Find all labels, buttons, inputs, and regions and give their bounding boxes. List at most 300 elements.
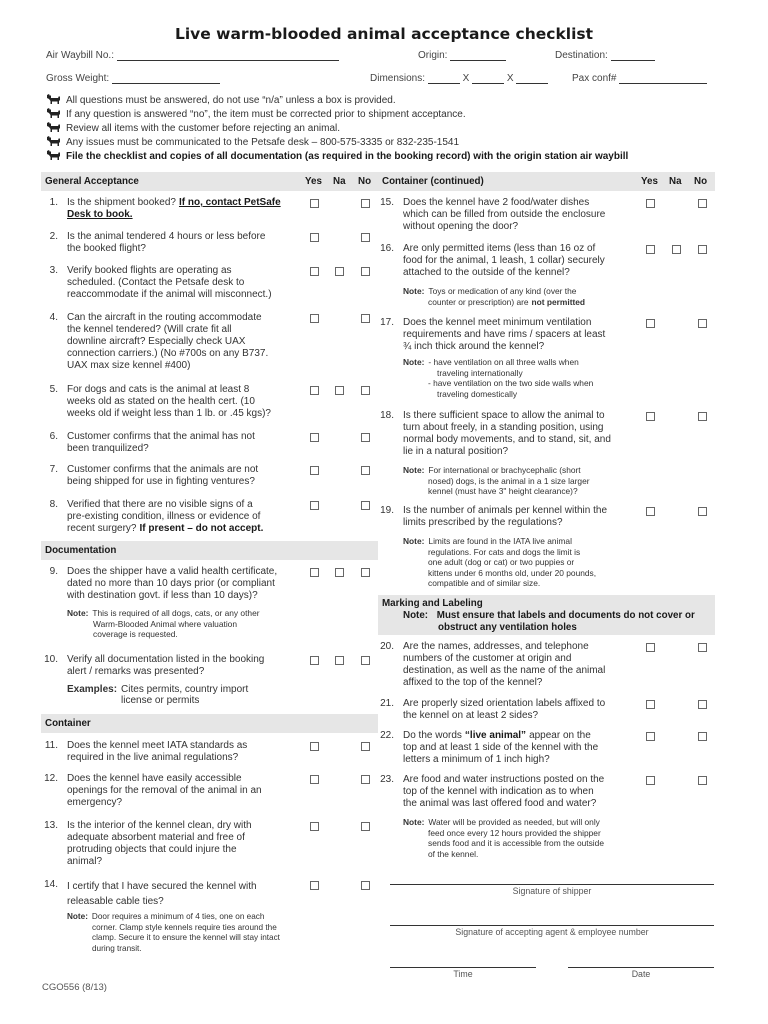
dim-x2: X: [506, 73, 514, 84]
question-text: [403, 317, 643, 353]
no-checkbox[interactable]: [361, 881, 370, 890]
note-line: [67, 933, 307, 944]
no-checkbox[interactable]: [698, 776, 707, 785]
instruction-text: Review all items with the customer before rejecting an animal.: [66, 123, 341, 134]
section-marking-title: Marking and Labeling: [382, 598, 483, 609]
dimensions-field[interactable]: [370, 73, 548, 84]
question-segment: food for the animal, 1 leash, 1 collar) securely: [403, 255, 605, 266]
origin-field[interactable]: [418, 50, 506, 61]
question-number: 8.: [49, 499, 58, 510]
yes-checkbox[interactable]: [646, 199, 655, 208]
yes-checkbox[interactable]: [310, 267, 319, 276]
question-line: [67, 566, 307, 578]
question-line: [403, 255, 643, 267]
question-segment: appear on the: [529, 730, 591, 741]
air-waybill-label: Air Waybill No.:: [46, 50, 114, 61]
section-container-title: Container: [45, 718, 91, 729]
no-checkbox[interactable]: [698, 199, 707, 208]
no-checkbox[interactable]: [698, 507, 707, 516]
question-segment: the animal was last offered food and water?: [403, 798, 597, 809]
question-line: [67, 476, 307, 488]
note-line: [67, 923, 307, 934]
note-block: [403, 465, 643, 497]
section-general-title: General Acceptance: [45, 176, 139, 187]
question-segment: the booked flight?: [67, 243, 146, 254]
question-segment: reaccommodate if the animal will misconnect.): [67, 289, 272, 300]
yes-checkbox[interactable]: [646, 776, 655, 785]
note-segment: sends food and it is accessible from the outside: [428, 838, 604, 848]
col-yes-right: Yes: [641, 176, 658, 187]
no-checkbox[interactable]: [361, 568, 370, 577]
no-checkbox[interactable]: [361, 233, 370, 242]
marking-note-label: Note:: [403, 610, 429, 621]
time-line[interactable]: [390, 967, 536, 968]
yes-checkbox[interactable]: [646, 732, 655, 741]
question-segment: limits prescribed by the regulations?: [403, 517, 563, 528]
question-segment: UAX max size kennel #400): [67, 360, 191, 371]
question-line: [67, 523, 307, 535]
question-line: [403, 786, 643, 798]
note-line: [403, 486, 643, 497]
question-number: 13.: [44, 820, 58, 831]
note-line: [403, 476, 643, 487]
question-text: [67, 265, 307, 301]
origin-label: Origin:: [418, 50, 448, 61]
question-number: 19.: [380, 505, 394, 516]
no-checkbox[interactable]: [361, 656, 370, 665]
date-label: Date: [631, 969, 651, 979]
no-checkbox[interactable]: [698, 319, 707, 328]
note-segment: Warm-Blooded Animal where valuation: [93, 618, 237, 629]
question-segment: adequate absorbent material and free of: [67, 832, 245, 843]
note-block: [67, 608, 307, 640]
note-block: [403, 357, 643, 399]
question-segment: Are only permitted items (less than 16 oz of: [403, 243, 596, 254]
question-segment: Desk to book.: [67, 209, 133, 220]
no-checkbox[interactable]: [361, 433, 370, 442]
question-line: [403, 742, 643, 754]
dim-width-line: [472, 73, 504, 84]
question-line: [403, 243, 643, 255]
pax-conf-field[interactable]: [572, 73, 707, 84]
yes-checkbox[interactable]: [646, 412, 655, 421]
agent-signature-label: Signature of accepting agent & employee number: [455, 927, 649, 937]
question-line: [403, 798, 643, 810]
question-segment: which can be filled from outside the enclosure: [403, 209, 606, 220]
question-line: [67, 396, 307, 408]
gross-weight-field[interactable]: [46, 73, 220, 84]
note-label: Note:: [403, 286, 425, 296]
dim-height-line: [516, 73, 548, 84]
section-container-continued: [378, 172, 715, 191]
section-general-acceptance: [41, 172, 378, 191]
yes-checkbox[interactable]: [310, 881, 319, 890]
question-segment: I certify that I have secured the kennel with: [67, 881, 257, 892]
question-text: [67, 231, 307, 255]
question-segment: Customer confirms that the animal has not: [67, 431, 255, 442]
note-block: [67, 912, 307, 954]
note-segment: corner. Clamp style kennels require ties around the: [92, 922, 277, 932]
question-line: [67, 289, 307, 301]
question-segment: Is the interior of the kennel clean, dry with: [67, 820, 252, 831]
dim-x1: X: [462, 73, 470, 84]
note-label: Note:: [403, 465, 425, 475]
note-label: Note:: [403, 357, 425, 367]
question-segment: weeks old as stated on the health cert. (10: [67, 396, 255, 407]
note-segment: feed once every 12 hours provided the shipper: [428, 827, 601, 838]
yes-checkbox[interactable]: [646, 700, 655, 709]
question-segment: Does the kennel meet IATA standards as: [67, 740, 248, 751]
question-line: [67, 511, 307, 523]
col-no-right: No: [694, 176, 708, 187]
section-documentation-title: Documentation: [45, 545, 117, 556]
question-line: [67, 443, 307, 455]
section-documentation: [41, 541, 378, 560]
question-segment: required in the live animal regulations?: [67, 752, 239, 763]
dog-icon: [46, 107, 62, 119]
question-text: [67, 566, 307, 602]
destination-label: Destination:: [555, 50, 608, 61]
question-text: [403, 505, 643, 529]
question-text: [67, 820, 307, 868]
question-line: [67, 312, 307, 324]
yes-checkbox[interactable]: [310, 386, 319, 395]
note-line: [403, 828, 643, 839]
shipper-signature-line[interactable]: [390, 884, 714, 885]
yes-checkbox[interactable]: [646, 245, 655, 254]
destination-line: [611, 50, 655, 61]
question-segment: top and at least 1 side of the kennel with the: [403, 742, 599, 753]
question-line: [67, 243, 307, 255]
no-checkbox[interactable]: [698, 245, 707, 254]
question-line: [403, 641, 643, 653]
question-line: [67, 740, 307, 752]
dog-icon: [46, 135, 62, 147]
air-waybill-line: [117, 50, 339, 61]
question-segment: ¾ inch thick around the kennel?: [403, 341, 545, 352]
instruction-item: [46, 121, 340, 135]
question-text: [403, 243, 643, 279]
note-segment: Toys or medication of any kind (over the: [428, 286, 577, 296]
yes-checkbox[interactable]: [646, 643, 655, 652]
no-checkbox[interactable]: [698, 732, 707, 741]
question-line: [403, 677, 643, 689]
question-segment: without opening the door?: [403, 221, 519, 232]
note-line: [403, 536, 643, 547]
pax-conf-line: [619, 73, 707, 84]
question-line: [403, 710, 643, 722]
no-checkbox[interactable]: [361, 466, 370, 475]
question-line: [403, 329, 643, 341]
question-segment: the kennel on at least 2 sides?: [403, 710, 539, 721]
instruction-item: [46, 135, 459, 149]
question-number: 3.: [49, 265, 58, 276]
dim-length-line: [428, 73, 460, 84]
question-segment: Verified that there are no visible signs of a: [67, 499, 253, 510]
note-segment: one adult (dog or cat) or two puppies or: [428, 557, 575, 567]
na-checkbox[interactable]: [335, 568, 344, 577]
col-na-left: Na: [333, 176, 346, 187]
yes-checkbox[interactable]: [646, 319, 655, 328]
question-number: 9.: [49, 566, 58, 577]
question-segment: connection carriers.) (No #700s on any B737.: [67, 348, 269, 359]
question-line: [67, 384, 307, 396]
note-segment: compatible and of similar size.: [428, 578, 541, 588]
question-line: [67, 336, 307, 348]
question-segment: attached to the outside of the kennel?: [403, 267, 570, 278]
question-segment: Can the aircraft in the routing accommodate: [67, 312, 262, 323]
question-line: [67, 231, 307, 243]
time-label: Time: [453, 969, 473, 979]
question-line: [403, 730, 643, 742]
instruction-text: If any question is answered “no”, the item must be corrected prior to shipment acceptance.: [66, 109, 466, 120]
note-line: [403, 568, 643, 579]
note-line: [403, 368, 643, 379]
no-checkbox[interactable]: [361, 775, 370, 784]
question-segment: requirements and have rims / spacers at least: [403, 329, 606, 340]
yes-checkbox[interactable]: [310, 568, 319, 577]
question-text: [403, 197, 643, 233]
note-line: [67, 619, 307, 630]
question-line: [67, 666, 307, 678]
air-waybill-field[interactable]: [46, 50, 339, 61]
yes-checkbox[interactable]: [310, 199, 319, 208]
no-checkbox[interactable]: [361, 386, 370, 395]
note-block: [67, 685, 327, 706]
no-checkbox[interactable]: [698, 643, 707, 652]
marking-note-line1: Must ensure that labels and documents do not cover or: [436, 610, 695, 621]
note-line: [67, 944, 307, 955]
section-marking-labeling: [378, 595, 715, 635]
note-segment: Door requires a minimum of 4 ties, one on each: [91, 912, 265, 921]
shipper-signature-label: Signature of shipper: [512, 886, 592, 896]
question-text: [67, 384, 307, 420]
note-line: [403, 286, 643, 297]
note-segment: Water will be provided as needed, but will only: [428, 817, 600, 827]
question-text: [67, 197, 307, 221]
question-segment: turn about freely, in a standing position, using: [403, 422, 604, 433]
question-line: [67, 590, 307, 602]
question-line: [67, 324, 307, 336]
question-line: [67, 856, 307, 868]
yes-checkbox[interactable]: [310, 501, 319, 510]
question-segment: weeks old if weight less than 1 lb. or .45 kgs)?: [67, 408, 271, 419]
yes-checkbox[interactable]: [646, 507, 655, 516]
no-checkbox[interactable]: [361, 822, 370, 831]
no-checkbox[interactable]: [698, 412, 707, 421]
note-label: Note:: [67, 912, 88, 921]
question-segment: If present – do not accept.: [139, 523, 264, 534]
note-segment: - have ventilation on the two side walls when: [428, 378, 594, 388]
yes-checkbox[interactable]: [310, 314, 319, 323]
question-text: [403, 730, 643, 766]
question-number: 12.: [44, 773, 58, 784]
note-line: [403, 389, 643, 400]
question-line: [67, 894, 307, 909]
note-label: Note:: [67, 608, 89, 618]
dog-icon: [46, 121, 62, 133]
gross-weight-line: [112, 73, 220, 84]
note-segment: clamp. Secure it to ensure the kennel will stay intact: [92, 933, 280, 942]
question-line: [403, 267, 643, 279]
na-checkbox[interactable]: [335, 386, 344, 395]
note-segment: nosed) dogs, is the animal in a 1 size larger: [428, 475, 590, 486]
instruction-text: File the checklist and copies of all documentation (as required in the booking record) with the origin station air waybill: [66, 151, 629, 162]
question-number: 11.: [44, 740, 58, 751]
question-number: 6.: [49, 431, 58, 442]
destination-field[interactable]: [555, 50, 655, 61]
note-line: [67, 629, 307, 640]
question-line: [67, 408, 307, 420]
question-line: [403, 221, 643, 233]
no-checkbox[interactable]: [361, 314, 370, 323]
question-number: 20.: [380, 641, 394, 652]
question-text: [67, 312, 307, 372]
marking-note-line2: obstruct any ventilation holes: [438, 622, 577, 633]
question-segment: Is the number of animals per kennel within the: [403, 505, 607, 516]
document-title: Live warm-blooded animal acceptance checklist: [174, 25, 594, 43]
question-number: 1.: [49, 197, 58, 208]
na-checkbox[interactable]: [335, 656, 344, 665]
section-container-cont-title: Container (continued): [382, 176, 484, 187]
question-number: 22.: [380, 730, 394, 741]
note-line: [67, 696, 327, 707]
question-segment: Does the kennel have easily accessible: [67, 773, 242, 784]
note-segment: Limits are found in the IATA live animal: [428, 536, 572, 546]
question-line: [403, 317, 643, 329]
question-segment: Is the animal tendered 4 hours or less before: [67, 231, 266, 242]
question-line: [67, 820, 307, 832]
yes-checkbox[interactable]: [310, 466, 319, 475]
yes-checkbox[interactable]: [310, 656, 319, 665]
question-segment: affixed to the top of the kennel?: [403, 677, 543, 688]
note-segment: For international or brachycephalic (short: [428, 465, 581, 475]
note-segment: coverage is requested.: [93, 629, 178, 639]
question-number: 16.: [380, 243, 394, 254]
question-text: [403, 410, 643, 458]
note-line: [403, 465, 643, 476]
question-text: [403, 774, 643, 810]
na-checkbox[interactable]: [672, 245, 681, 254]
question-line: [67, 785, 307, 797]
no-checkbox[interactable]: [361, 501, 370, 510]
question-line: [403, 505, 643, 517]
question-text: [403, 698, 643, 722]
question-line: [403, 653, 643, 665]
question-line: [67, 752, 307, 764]
question-line: [67, 499, 307, 511]
origin-line: [450, 50, 506, 61]
question-line: [67, 797, 307, 809]
question-segment: recent surgery?: [67, 523, 137, 534]
question-line: [403, 665, 643, 677]
instruction-text: All questions must be answered, do not use “n/a” unless a box is provided.: [66, 95, 396, 106]
note-segment: license or permits: [121, 694, 200, 706]
note-line: [403, 817, 643, 828]
question-line: [403, 434, 643, 446]
note-line: [403, 547, 643, 558]
no-checkbox[interactable]: [361, 267, 370, 276]
question-number: 18.: [380, 410, 394, 421]
question-segment: downline aircraft? Especially check UAX: [67, 336, 246, 347]
question-line: [403, 422, 643, 434]
question-line: [67, 360, 307, 372]
note-segment: counter or prescription) are: [428, 296, 529, 307]
question-line: [403, 209, 643, 221]
note-label: Note:: [403, 817, 425, 827]
note-segment: - have ventilation on all three walls when: [428, 357, 579, 367]
note-segment: traveling domestically: [437, 388, 518, 399]
yes-checkbox[interactable]: [310, 742, 319, 751]
question-segment: Does the kennel have 2 food/water dishes: [403, 197, 590, 208]
question-number: 4.: [49, 312, 58, 323]
question-number: 21.: [380, 698, 394, 709]
col-yes-left: Yes: [305, 176, 322, 187]
col-na-right: Na: [669, 176, 682, 187]
pax-conf-label: Pax conf#: [572, 73, 617, 84]
form-code: CGO556 (8/13): [42, 982, 107, 993]
note-segment: traveling internationally: [437, 367, 523, 378]
question-segment: “live animal”: [464, 730, 527, 741]
question-line: [67, 879, 307, 894]
note-segment: of the kennel.: [428, 848, 479, 859]
question-segment: protruding objects that could injure the: [67, 844, 237, 855]
yes-checkbox[interactable]: [310, 775, 319, 784]
question-text: [67, 773, 307, 809]
question-segment: Verify booked flights are operating as: [67, 265, 232, 276]
yes-checkbox[interactable]: [310, 233, 319, 242]
no-checkbox[interactable]: [698, 700, 707, 709]
no-checkbox[interactable]: [361, 199, 370, 208]
agent-signature-line[interactable]: [390, 925, 714, 926]
date-line[interactable]: [568, 967, 714, 968]
question-segment: If no, contact PetSafe: [178, 197, 281, 208]
no-checkbox[interactable]: [361, 742, 370, 751]
question-segment: Verify all documentation listed in the booking: [67, 654, 265, 665]
question-segment: Are properly sized orientation labels affixed to: [403, 698, 606, 709]
note-line: [403, 378, 643, 389]
question-segment: top of the kennel with indication as to when: [403, 786, 594, 797]
question-number: 17.: [380, 317, 394, 328]
yes-checkbox[interactable]: [310, 822, 319, 831]
instruction-item: [46, 93, 396, 107]
question-number: 2.: [49, 231, 58, 242]
question-segment: animal?: [67, 856, 103, 867]
instruction-item: [46, 149, 628, 163]
question-segment: pre-existing condition, illness or evidence of: [67, 511, 261, 522]
question-segment: been tranquilized?: [67, 443, 149, 454]
gross-weight-label: Gross Weight:: [46, 73, 110, 84]
note-line: [403, 297, 643, 308]
na-checkbox[interactable]: [335, 267, 344, 276]
question-number: 5.: [49, 384, 58, 395]
marking-note: [403, 610, 695, 621]
question-segment: normal body movements, and to stand, sit, and: [403, 434, 611, 445]
question-line: [67, 464, 307, 476]
question-segment: Customer confirms that the animals are not: [67, 464, 259, 475]
question-text: [67, 654, 307, 678]
question-text: [67, 879, 307, 909]
yes-checkbox[interactable]: [310, 433, 319, 442]
note-line: [67, 912, 307, 923]
note-segment: regulations. For cats and dogs the limit is: [428, 546, 581, 557]
note-segment: Cites permits, country import: [121, 684, 249, 695]
note-line: [403, 578, 643, 589]
note-segment: not permitted: [531, 296, 586, 307]
question-line: [403, 774, 643, 786]
dimensions-label: Dimensions:: [370, 73, 426, 84]
dog-icon: [46, 93, 62, 105]
